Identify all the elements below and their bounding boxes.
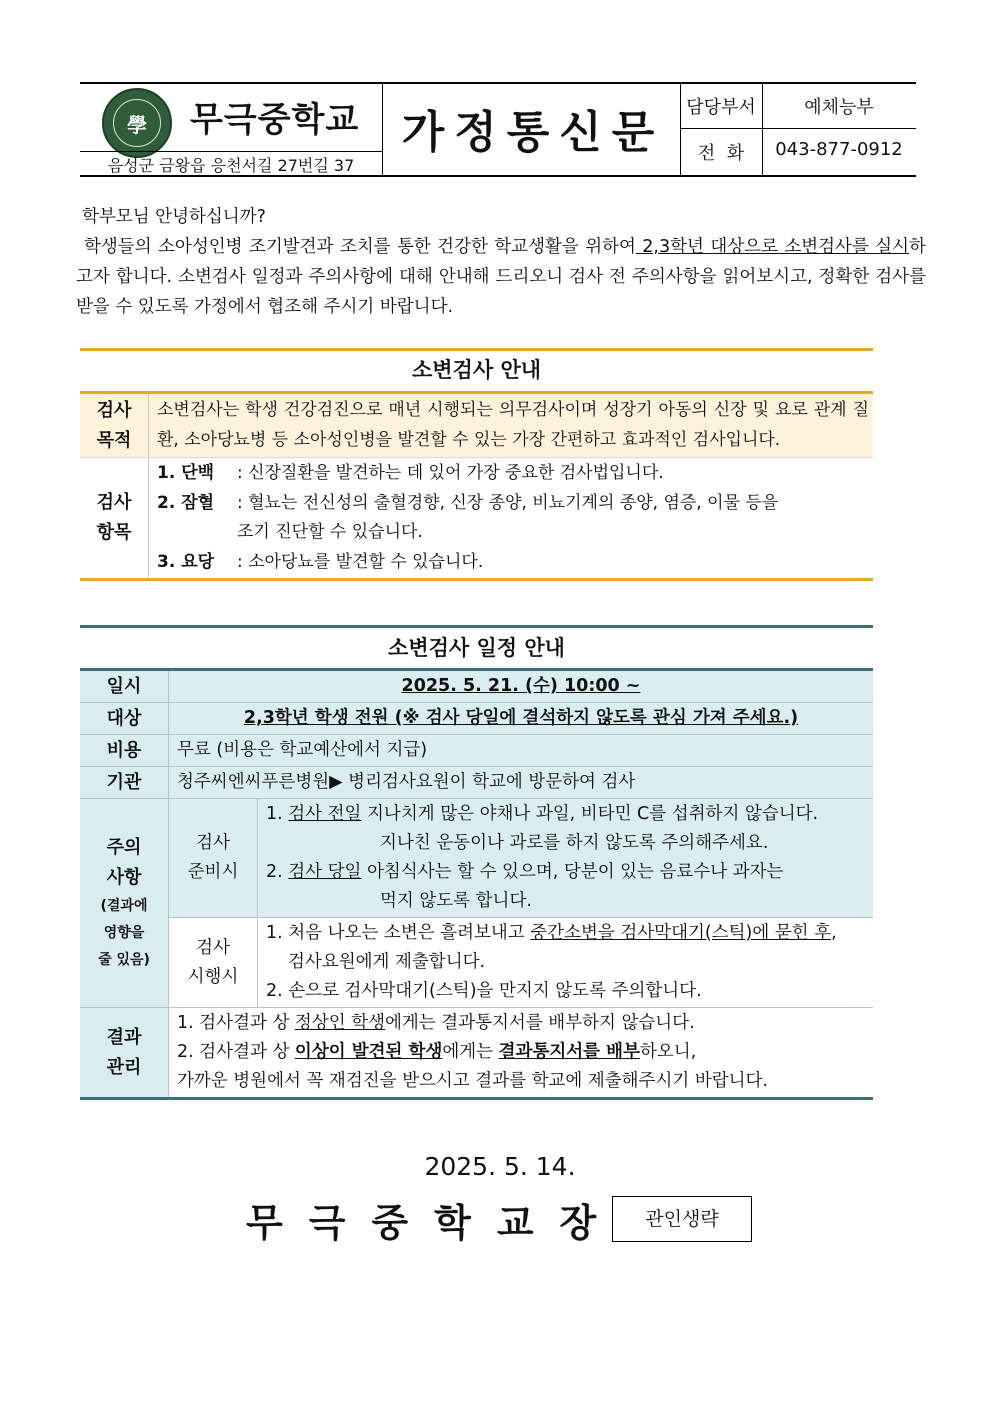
purpose-text: 소변검사는 학생 건강검진으로 매년 시행되는 의무검사이며 성장기 아동의 신장 및 요로 관계 질환, 소아당뇨병 등 소아성인병을 발견할 수 있는 가장 간편하고 효과적인 검사입니다. [149, 393, 874, 458]
result-label: 결과 관리 [80, 1008, 169, 1099]
prep-label: 검사 준비시 [169, 799, 258, 918]
phone-value: 043-877-0912 [775, 139, 903, 160]
page-title: 가정통신문 [401, 107, 665, 158]
greeting: 학부모님 안녕하십니까? [82, 207, 266, 227]
org-value: 청주씨엔씨푸른병원▶ 병리검사요원이 학교에 방문하여 검사 [169, 767, 874, 799]
school-address: 음성군 금왕읍 응천서길 27번길 37 [107, 156, 355, 175]
principal-signature: 무극중학교장 [246, 1201, 623, 1245]
exec-label: 검사 시행시 [169, 918, 258, 1008]
seal-omitted-box: 관인생략 [612, 1196, 752, 1242]
phone-label: 전 화 [697, 143, 745, 164]
school-emblem-icon: 學 [102, 88, 172, 158]
exec-content: 1. 처음 나오는 소변은 흘려보내고 중간소변을 검사막대기(스틱)에 묻힌 후, 검사요원에게 제출합니다. 2. 손으로 검사막대기(스틱)을 만지지 않도록 주의합니다. [258, 918, 874, 1008]
purpose-label: 검사 목적 [80, 393, 149, 458]
items-label: 검사 항목 [80, 458, 149, 580]
org-label: 기관 [80, 767, 169, 799]
prep-content: 1. 검사 전일 지나치게 많은 야채나 과일, 비타민 C를 섭취하지 않습니다. 지나친 운동이나 과로를 하지 않도록 주의해주세요. 2. 검사 당일 아침식사는 할 수 있으며, 당분이 있는 음료수나 과자는 먹지 않도록 합니다. [258, 799, 874, 918]
test-item: 2. 잠혈 : 혈뇨는 전신성의 출혈경향, 신장 종양, 비뇨기계의 종양, 염증, 이물 등을 조기 진단할 수 있습니다. [157, 492, 779, 542]
issue-date: 2025. 5. 14. [424, 1152, 576, 1181]
date-value: 2025. 5. 21. (수) 10:00 ~ [169, 670, 874, 703]
target-label: 대상 [80, 703, 169, 735]
caution-label: 주의 사항 (결과에 영향을 줄 있음) [80, 799, 169, 1008]
schedule-caption: 소변검사 일정 안내 [80, 627, 873, 670]
cost-label: 비용 [80, 735, 169, 767]
test-item: 1. 단백 : 신장질환을 발견하는 데 있어 가장 중요한 검사법입니다. [157, 463, 664, 483]
urine-test-guide-table [80, 348, 873, 581]
intro-paragraph: 학생들의 소아성인병 조기발견과 조치를 통한 건강한 학교생활을 위하여 2,3학년 대상으로 소변검사를 실시하고자 합니다. 소변검사 일정과 주의사항에 대해 안내해 드리오니 검사 전 주의사항을 읽어보시고, 정확한 검사를 받을 수 있도록 가정에서 협조해 주시기 바랍니다. [76, 237, 926, 317]
dept-label: 담당부서 [686, 97, 756, 118]
caution-note: (결과에 영향을 줄 있음) [98, 897, 150, 968]
result-content: 1. 검사결과 상 정상인 학생에게는 결과통지서를 배부하지 않습니다. 2. 검사결과 상 이상이 발견된 학생에게는 결과통지서를 배부하오니, 가까운 병원에서 꼭 재검진을 받으시고 결과를 학교에 제출해주시기 바랍니다. [169, 1008, 874, 1099]
date-label: 일시 [80, 670, 169, 703]
target-value: 2,3학년 학생 전원 (※ 검사 당일에 결석하지 않도록 관심 가져 주세요.) [169, 703, 874, 735]
cost-value: 무료 (비용은 학교예산에서 지급) [169, 735, 874, 767]
test-item: 3. 요당 : 소아당뇨를 발견할 수 있습니다. [157, 551, 484, 572]
intro-highlight: 2,3학년 대상으로 소변검사를 실시 [635, 237, 910, 257]
school-name: 무극중학교 [190, 100, 360, 140]
dept-value: 예체능부 [804, 97, 874, 118]
schedule-table [80, 625, 873, 1100]
guide-caption: 소변검사 안내 [80, 350, 873, 393]
